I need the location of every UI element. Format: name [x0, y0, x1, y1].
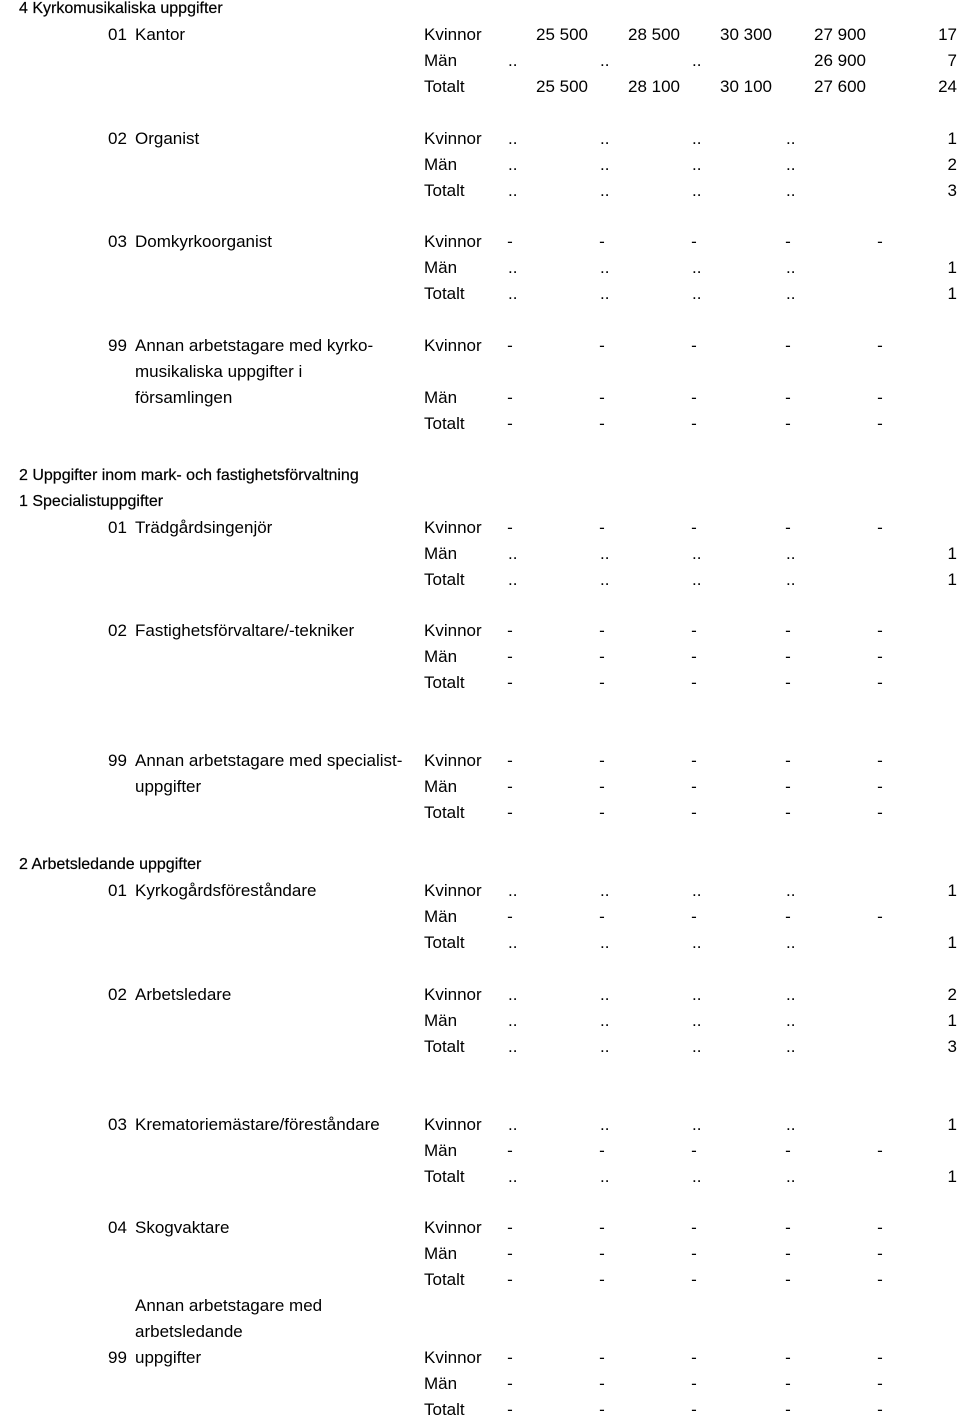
- cell-value: 1: [947, 1011, 957, 1030]
- cell-value: -: [691, 751, 697, 770]
- cell-value: -: [599, 907, 605, 926]
- cell-value: -: [507, 907, 513, 926]
- cell-value: ..: [600, 1115, 610, 1134]
- cell-value: -: [691, 336, 697, 355]
- cell-value: -: [785, 1400, 791, 1419]
- sex-label: Totalt: [424, 284, 465, 303]
- cell-value: -: [877, 1270, 883, 1289]
- cell-value: ..: [508, 1167, 518, 1186]
- sex-label: Män: [424, 907, 458, 926]
- cell-value: -: [785, 1218, 791, 1237]
- cell-value: -: [877, 1400, 883, 1419]
- cell-value: 28 100: [628, 77, 680, 96]
- cell-value: 7: [947, 51, 957, 70]
- cell-value: ..: [786, 1167, 796, 1186]
- section-heading: 2 Arbetsledande uppgifter: [19, 856, 202, 873]
- cell-value: ..: [786, 155, 796, 174]
- row-title: uppgifter: [135, 777, 202, 796]
- cell-value: ..: [692, 985, 702, 1004]
- sex-label: Totalt: [424, 803, 465, 822]
- cell-value: ..: [786, 1115, 796, 1134]
- cell-value: -: [507, 673, 513, 692]
- cell-value: -: [785, 518, 791, 537]
- cell-value: ..: [786, 181, 796, 200]
- cell-value: -: [691, 621, 697, 640]
- cell-value: -: [507, 1348, 513, 1367]
- cell-value: 24: [938, 77, 957, 96]
- cell-value: ..: [508, 258, 518, 277]
- cell-value: ..: [508, 51, 518, 70]
- cell-value: -: [877, 673, 883, 692]
- row-code: 99: [108, 336, 127, 355]
- cell-value: ..: [508, 570, 518, 589]
- sex-label: Kvinnor: [424, 129, 482, 148]
- row-title: Annan arbetstagare med kyrko-: [135, 336, 374, 355]
- cell-value: ..: [786, 284, 796, 303]
- sex-label: Totalt: [424, 570, 465, 589]
- cell-value: -: [507, 777, 513, 796]
- cell-value: -: [785, 751, 791, 770]
- cell-value: ..: [600, 1011, 610, 1030]
- cell-value: ..: [692, 1037, 702, 1056]
- cell-value: ..: [508, 1115, 518, 1134]
- cell-value: -: [507, 232, 513, 251]
- cell-value: -: [599, 388, 605, 407]
- cell-value: -: [507, 751, 513, 770]
- cell-value: ..: [600, 1037, 610, 1056]
- cell-value: -: [691, 647, 697, 666]
- sex-label: Totalt: [424, 414, 465, 433]
- cell-value: ..: [600, 51, 610, 70]
- cell-value: 1: [947, 258, 957, 277]
- cell-value: 25 500: [536, 25, 588, 44]
- cell-value: -: [599, 751, 605, 770]
- cell-value: ..: [600, 1167, 610, 1186]
- cell-value: ..: [692, 570, 702, 589]
- cell-value: ..: [508, 181, 518, 200]
- cell-value: 26 900: [814, 51, 866, 70]
- cell-value: -: [507, 1270, 513, 1289]
- cell-value: 1: [947, 1167, 957, 1186]
- cell-value: 1: [947, 284, 957, 303]
- cell-value: 17: [938, 25, 957, 44]
- cell-value: -: [691, 1244, 697, 1263]
- cell-value: 1: [947, 544, 957, 563]
- cell-value: ..: [600, 258, 610, 277]
- row-code: 01: [108, 518, 127, 537]
- cell-value: ..: [600, 881, 610, 900]
- row-title: musikaliska uppgifter i: [135, 362, 303, 381]
- cell-value: -: [785, 803, 791, 822]
- cell-value: ..: [508, 544, 518, 563]
- cell-value: -: [785, 336, 791, 355]
- sex-label: Män: [424, 388, 458, 407]
- sex-label: Totalt: [424, 1400, 465, 1419]
- cell-value: -: [691, 1348, 697, 1367]
- row-title: Krematoriemästare/föreståndare: [135, 1115, 380, 1134]
- row-title: Arbetsledare: [135, 985, 232, 1004]
- cell-value: -: [785, 1374, 791, 1393]
- cell-value: ..: [508, 933, 518, 952]
- cell-value: -: [599, 336, 605, 355]
- cell-value: -: [785, 1244, 791, 1263]
- sex-label: Totalt: [424, 1167, 465, 1186]
- sex-label: Kvinnor: [424, 621, 482, 640]
- cell-value: -: [599, 777, 605, 796]
- cell-value: ..: [692, 1011, 702, 1030]
- sex-label: Kvinnor: [424, 336, 482, 355]
- row-title: Annan arbetstagare med specialist-: [135, 751, 403, 770]
- section-heading: 1 Specialistuppgifter: [19, 493, 164, 510]
- cell-value: -: [507, 518, 513, 537]
- cell-value: ..: [786, 881, 796, 900]
- cell-value: -: [507, 1374, 513, 1393]
- cell-value: -: [691, 673, 697, 692]
- cell-value: -: [599, 1374, 605, 1393]
- cell-value: -: [599, 414, 605, 433]
- cell-value: 27 900: [814, 25, 866, 44]
- cell-value: -: [691, 1270, 697, 1289]
- cell-value: -: [785, 388, 791, 407]
- sex-label: Totalt: [424, 77, 465, 96]
- cell-value: ..: [692, 181, 702, 200]
- cell-value: -: [877, 1374, 883, 1393]
- cell-value: ..: [786, 570, 796, 589]
- cell-value: -: [599, 232, 605, 251]
- row-code: 03: [108, 1115, 127, 1134]
- cell-value: -: [599, 647, 605, 666]
- sex-label: Kvinnor: [424, 25, 482, 44]
- sex-label: Män: [424, 1374, 458, 1393]
- cell-value: 3: [947, 1037, 957, 1056]
- cell-value: ..: [786, 258, 796, 277]
- cell-value: ..: [692, 129, 702, 148]
- cell-value: ..: [508, 155, 518, 174]
- cell-value: ..: [692, 51, 702, 70]
- sex-label: Kvinnor: [424, 518, 482, 537]
- cell-value: ..: [600, 985, 610, 1004]
- cell-value: -: [691, 1218, 697, 1237]
- cell-value: ..: [692, 155, 702, 174]
- cell-value: ..: [600, 155, 610, 174]
- cell-value: -: [599, 518, 605, 537]
- cell-value: ..: [508, 284, 518, 303]
- cell-value: ..: [508, 1037, 518, 1056]
- sex-label: Kvinnor: [424, 1218, 482, 1237]
- cell-value: -: [877, 751, 883, 770]
- section-heading: 4 Kyrkomusikaliska uppgifter: [19, 0, 223, 17]
- cell-value: -: [877, 414, 883, 433]
- cell-value: -: [877, 232, 883, 251]
- cell-value: -: [507, 647, 513, 666]
- cell-value: ..: [508, 985, 518, 1004]
- cell-value: 30 100: [720, 77, 772, 96]
- cell-value: -: [785, 647, 791, 666]
- row-title: Annan arbetstagare med: [135, 1296, 323, 1315]
- cell-value: -: [507, 414, 513, 433]
- cell-value: -: [599, 1348, 605, 1367]
- sex-label: Män: [424, 544, 458, 563]
- cell-value: -: [507, 621, 513, 640]
- sex-label: Män: [424, 155, 458, 174]
- cell-value: -: [691, 1374, 697, 1393]
- cell-value: ..: [692, 258, 702, 277]
- cell-value: -: [691, 803, 697, 822]
- cell-value: -: [691, 414, 697, 433]
- cell-value: ..: [600, 544, 610, 563]
- cell-value: -: [785, 1270, 791, 1289]
- cell-value: ..: [786, 129, 796, 148]
- cell-value: -: [785, 673, 791, 692]
- row-code: 99: [108, 751, 127, 770]
- cell-value: 30 300: [720, 25, 772, 44]
- row-code: 03: [108, 232, 127, 251]
- cell-value: -: [691, 907, 697, 926]
- row-code: 04: [108, 1218, 127, 1237]
- cell-value: -: [507, 1218, 513, 1237]
- cell-value: 3: [947, 181, 957, 200]
- row-code: 02: [108, 621, 127, 640]
- cell-value: -: [877, 1348, 883, 1367]
- cell-value: -: [691, 1141, 697, 1160]
- cell-value: -: [691, 1400, 697, 1419]
- cell-value: ..: [692, 881, 702, 900]
- sex-label: Kvinnor: [424, 1348, 482, 1367]
- row-code: 01: [108, 881, 127, 900]
- row-code: 02: [108, 985, 127, 1004]
- cell-value: 1: [947, 129, 957, 148]
- sex-label: Totalt: [424, 1037, 465, 1056]
- cell-value: 1: [947, 1115, 957, 1134]
- sex-label: Kvinnor: [424, 232, 482, 251]
- cell-value: ..: [692, 1167, 702, 1186]
- cell-value: -: [877, 803, 883, 822]
- cell-value: 27 600: [814, 77, 866, 96]
- cell-value: ..: [786, 933, 796, 952]
- cell-value: -: [785, 1141, 791, 1160]
- cell-value: -: [507, 336, 513, 355]
- sex-label: Män: [424, 1141, 458, 1160]
- cell-value: ..: [600, 129, 610, 148]
- cell-value: -: [877, 777, 883, 796]
- cell-value: ..: [692, 284, 702, 303]
- cell-value: ..: [600, 570, 610, 589]
- cell-value: 2: [947, 155, 957, 174]
- sex-label: Kvinnor: [424, 751, 482, 770]
- cell-value: 1: [947, 933, 957, 952]
- row-code: 02: [108, 129, 127, 148]
- cell-value: -: [691, 388, 697, 407]
- cell-value: -: [785, 232, 791, 251]
- cell-value: -: [599, 621, 605, 640]
- cell-value: ..: [600, 284, 610, 303]
- sex-label: Totalt: [424, 673, 465, 692]
- sex-label: Män: [424, 1011, 458, 1030]
- cell-value: -: [877, 388, 883, 407]
- row-title: Skogvaktare: [135, 1218, 230, 1237]
- cell-value: -: [599, 1141, 605, 1160]
- row-title: Fastighetsförvaltare/-tekniker: [135, 621, 355, 640]
- cell-value: ..: [692, 544, 702, 563]
- cell-value: -: [877, 1244, 883, 1263]
- cell-value: ..: [786, 1011, 796, 1030]
- cell-value: -: [507, 1400, 513, 1419]
- cell-value: -: [599, 673, 605, 692]
- sex-label: Män: [424, 777, 458, 796]
- cell-value: ..: [786, 1037, 796, 1056]
- cell-value: -: [507, 1244, 513, 1263]
- row-code: 01: [108, 25, 127, 44]
- row-title: Kyrkogårdsföreståndare: [135, 881, 317, 900]
- cell-value: -: [599, 1244, 605, 1263]
- cell-value: ..: [508, 1011, 518, 1030]
- cell-value: 25 500: [536, 77, 588, 96]
- cell-value: -: [507, 803, 513, 822]
- cell-value: -: [691, 518, 697, 537]
- sex-label: Totalt: [424, 1270, 465, 1289]
- sex-label: Män: [424, 258, 458, 277]
- cell-value: -: [877, 1141, 883, 1160]
- cell-value: 1: [947, 881, 957, 900]
- row-title: församlingen: [135, 388, 233, 407]
- cell-value: -: [877, 1218, 883, 1237]
- cell-value: -: [507, 1141, 513, 1160]
- cell-value: ..: [600, 181, 610, 200]
- cell-value: -: [599, 1400, 605, 1419]
- sex-label: Män: [424, 1244, 458, 1263]
- cell-value: -: [785, 414, 791, 433]
- section-heading: 2 Uppgifter inom mark- och fastighetsförvaltning: [19, 467, 359, 484]
- sex-label: Totalt: [424, 933, 465, 952]
- cell-value: -: [599, 1218, 605, 1237]
- cell-value: ..: [600, 933, 610, 952]
- row-title: uppgifter: [135, 1348, 202, 1367]
- cell-value: ..: [692, 1115, 702, 1134]
- sex-label: Män: [424, 51, 458, 70]
- row-title: arbetsledande: [135, 1322, 243, 1341]
- row-title: Kantor: [135, 25, 186, 44]
- cell-value: -: [877, 621, 883, 640]
- cell-value: 1: [947, 570, 957, 589]
- sex-label: Kvinnor: [424, 1115, 482, 1134]
- cell-value: ..: [786, 985, 796, 1004]
- cell-value: -: [785, 1348, 791, 1367]
- row-title: Domkyrkoorganist: [135, 232, 272, 251]
- cell-value: 28 500: [628, 25, 680, 44]
- cell-value: 2: [947, 985, 957, 1004]
- cell-value: ..: [786, 544, 796, 563]
- cell-value: ..: [508, 129, 518, 148]
- cell-value: -: [785, 907, 791, 926]
- cell-value: -: [691, 777, 697, 796]
- cell-value: ..: [508, 881, 518, 900]
- row-code: 99: [108, 1348, 127, 1367]
- row-title: Organist: [135, 129, 200, 148]
- cell-value: -: [599, 1270, 605, 1289]
- cell-value: -: [691, 232, 697, 251]
- row-title: Trädgårdsingenjör: [135, 518, 273, 537]
- cell-value: -: [507, 388, 513, 407]
- cell-value: -: [877, 336, 883, 355]
- sex-label: Män: [424, 647, 458, 666]
- cell-value: -: [599, 803, 605, 822]
- cell-value: -: [785, 777, 791, 796]
- sex-label: Kvinnor: [424, 985, 482, 1004]
- cell-value: -: [877, 907, 883, 926]
- sex-label: Kvinnor: [424, 881, 482, 900]
- cell-value: -: [877, 518, 883, 537]
- cell-value: ..: [692, 933, 702, 952]
- cell-value: -: [785, 621, 791, 640]
- cell-value: -: [877, 647, 883, 666]
- sex-label: Totalt: [424, 181, 465, 200]
